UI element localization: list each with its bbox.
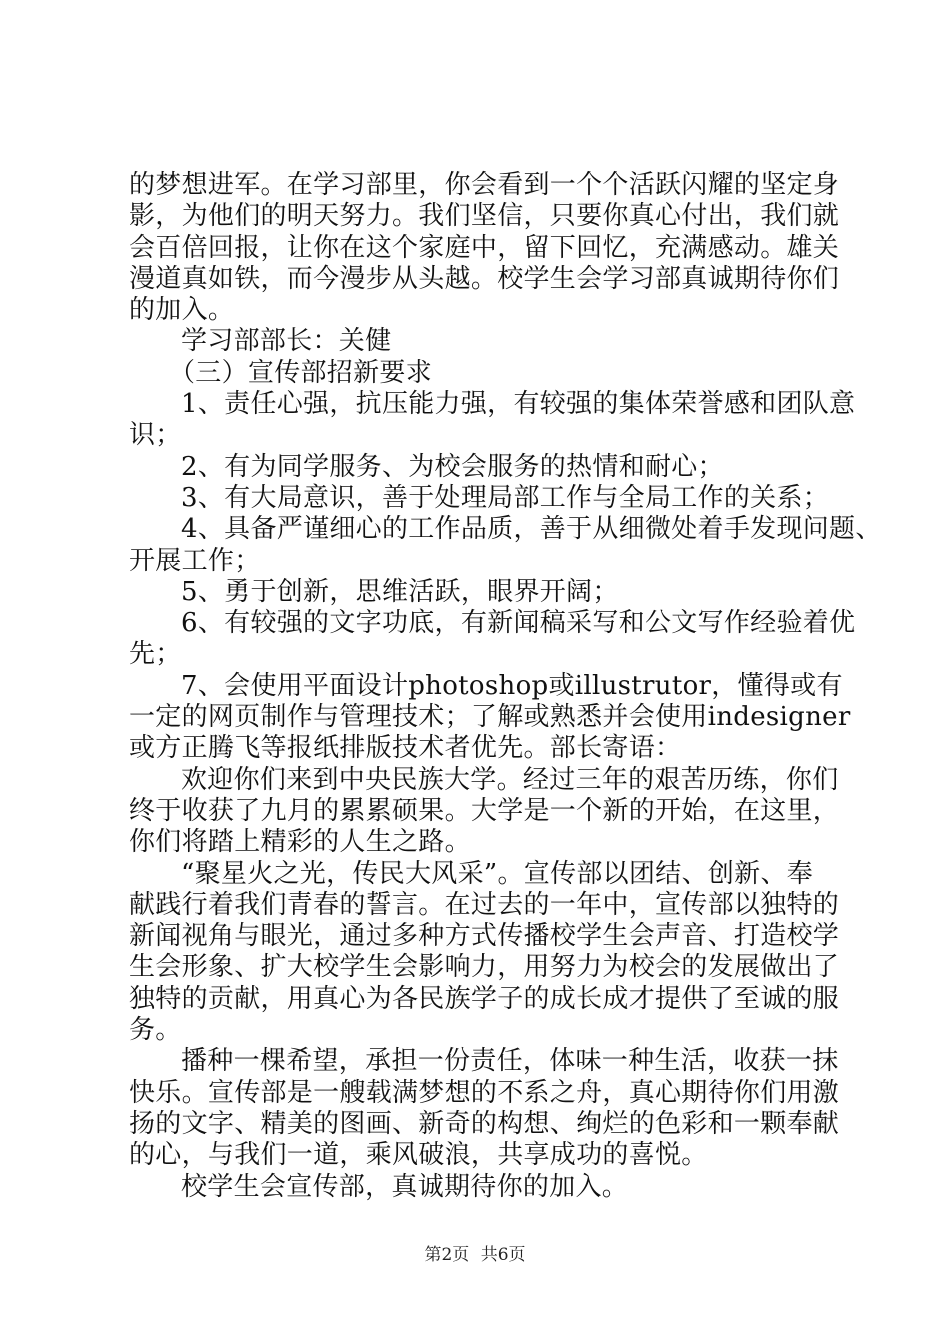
text-line: （三）宣传部招新要求 <box>169 357 433 388</box>
text-line: 快乐。宣传部是一艘载满梦想的不系之舟，真心期待你们用激 <box>129 1077 840 1108</box>
text-line: 扬的文字、精美的图画、新奇的构想、绚烂的色彩和一颗奉献 <box>129 1108 840 1139</box>
text-line: 1、责任心强，抗压能力强，有较强的集体荣誉感和团队意 <box>181 389 856 420</box>
text-line: 7、会使用平面设计photoshop或illustrutor，懂得或有 <box>181 670 843 701</box>
page-total: 共6页 <box>480 1245 526 1265</box>
text-line: 播种一棵希望，承担一份责任，体味一种生活，收获一抹 <box>181 1046 839 1077</box>
text-line: 一定的网页制作与管理技术；了解或熟悉并会使用indesigner <box>129 702 851 733</box>
text-line: 校学生会宣传部，真诚期待你的加入。 <box>181 1171 629 1202</box>
text-line: 5、勇于创新，思维活跃，眼界开阔； <box>181 576 619 607</box>
text-line: 影，为他们的明天努力。我们坚信，只要你真心付出，我们就 <box>129 201 840 232</box>
text-line: 新闻视角与眼光，通过多种方式传播校学生会声音、打造校学 <box>129 921 840 952</box>
text-line: 的梦想进军。在学习部里，你会看到一个个活跃闪耀的坚定身 <box>129 170 840 200</box>
text-line: 识； <box>129 420 182 451</box>
text-line: 你们将踏上精彩的人生之路。 <box>129 827 471 858</box>
text-line: 务。 <box>129 1015 182 1046</box>
text-line: 4、具备严谨细心的工作品质，善于从细微处着手发现问题、 <box>181 514 882 545</box>
text-line: 或方正腾飞等报纸排版技术者优先。部长寄语： <box>129 733 682 764</box>
text-line: 开展工作； <box>129 545 261 576</box>
text-line: 学习部部长：关健 <box>181 326 392 357</box>
text-line: 2、有为同学服务、为校会服务的热情和耐心； <box>181 451 724 482</box>
text-line: 的加入。 <box>129 295 235 326</box>
text-line: 生会形象、扩大校学生会影响力，用努力为校会的发展做出了 <box>129 952 840 983</box>
text-line: 独特的贡献，用真心为各民族学子的成长成才提供了至诚的服 <box>129 983 840 1014</box>
text-line: 终于收获了九月的累累硕果。大学是一个新的开始，在这里， <box>129 795 840 826</box>
page-footer <box>0 1240 950 1265</box>
text-line: 献践行着我们青春的誓言。在过去的一年中，宣传部以独特的 <box>129 889 840 920</box>
page-number: 第2页 <box>424 1245 470 1265</box>
text-line: 先； <box>129 639 182 670</box>
text-line: “聚星火之光，传民大风采”。宣传部以团结、创新、奉 <box>181 858 814 889</box>
document-body <box>129 170 882 1203</box>
text-line: 欢迎你们来到中央民族大学。经过三年的艰苦历练，你们 <box>181 764 839 795</box>
text-line: 漫道真如铁，而今漫步从头越。校学生会学习部真诚期待你们 <box>129 263 840 294</box>
text-line: 3、有大局意识，善于处理局部工作与全局工作的关系； <box>181 482 830 513</box>
text-line: 会百倍回报，让你在这个家庭中，留下回忆，充满感动。雄关 <box>129 232 840 263</box>
text-line: 6、有较强的文字功底，有新闻稿采写和公文写作经验着优 <box>181 608 856 639</box>
text-line: 的心，与我们一道，乘风破浪，共享成功的喜悦。 <box>129 1140 708 1171</box>
